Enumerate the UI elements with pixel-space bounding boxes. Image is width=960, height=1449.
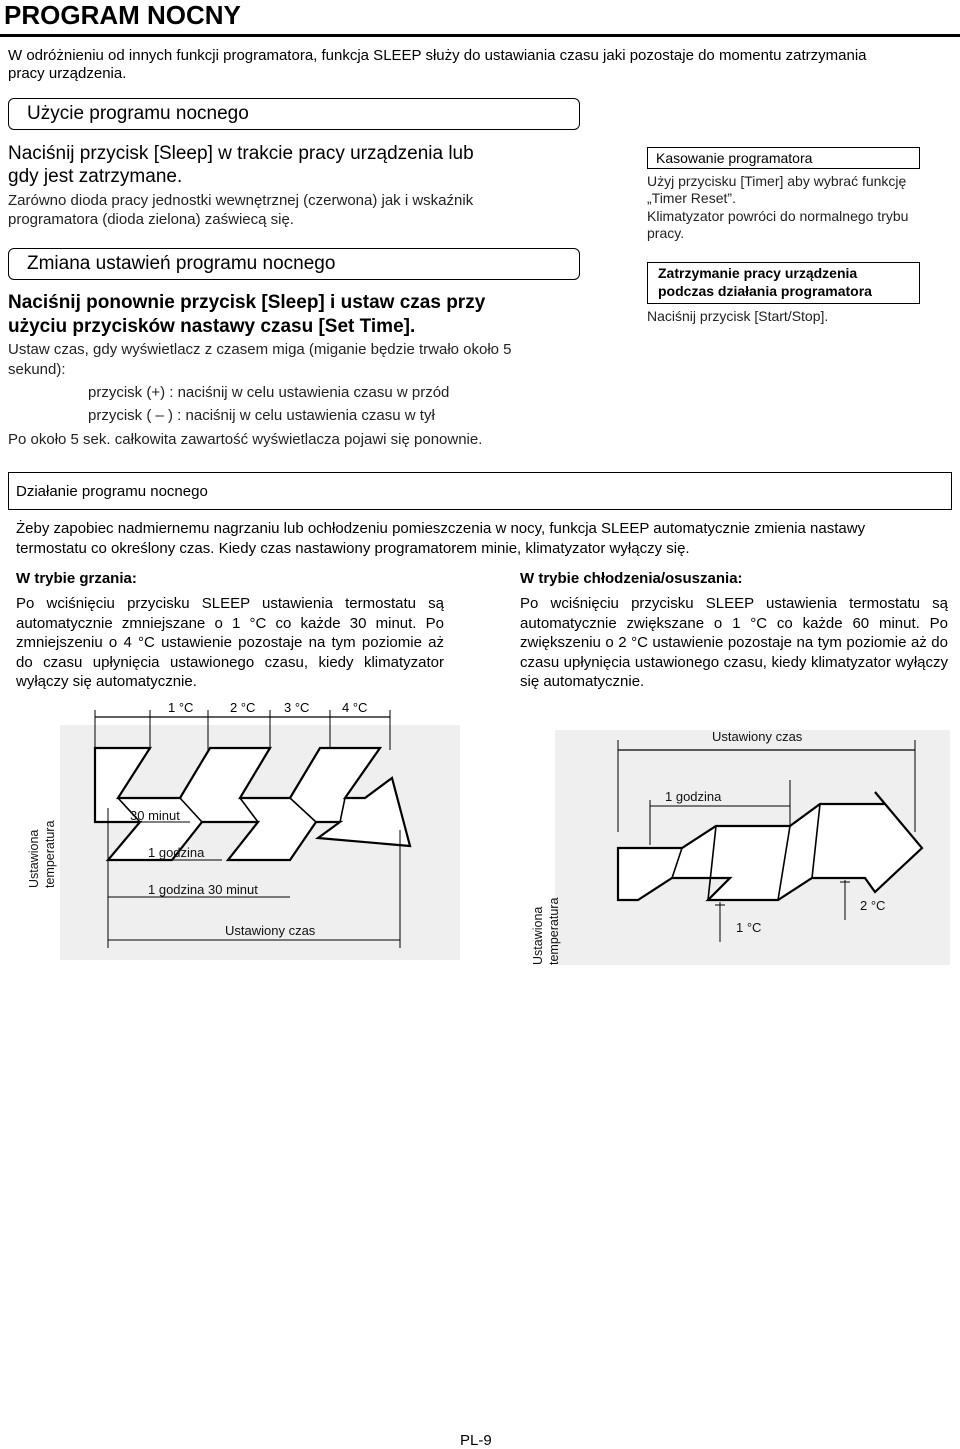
section-heading-change-label: Zmiana ustawień programu nocnego <box>27 253 336 274</box>
heating-diagram <box>0 690 470 970</box>
section-heading-operation <box>8 472 952 510</box>
section-heading-operation-label: Działanie programu nocnego <box>16 483 208 500</box>
intro-text: W odróżnieniu od innych funkcji programatora, funkcja SLEEP służy do ustawiania czasu jaki pozostaje do momentu zatrzymania pracy urządzenia. <box>8 47 867 82</box>
heat-temp-label-2: 3 °C <box>284 700 310 715</box>
cool-hour-label: 1 godzina <box>665 789 722 804</box>
page-number: PL-9 <box>460 1432 492 1449</box>
heat-time-label-3: Ustawiony czas <box>225 923 316 938</box>
cool-temp-label-1: 2 °C <box>860 898 886 913</box>
operation-text: Żeby zapobiec nadmiernemu nagrzaniu lub ochłodzeniu pomieszczenia w nocy, funkcja SLEEP automatycznie zmienia nastawy termostatu co określony czas. Kiedy czas nastawiony programatorem minie, klimatyzator wyłączy się. <box>16 520 866 557</box>
change-bold-line2: użyciu przycisków nastawy czasu [Set Time]. <box>8 316 416 337</box>
cancel-heading-box <box>647 147 920 169</box>
cool-text: Po wciśnięciu przycisku SLEEP ustawienia termostatu są automatycznie zwiększane o 1 °C co każde 60 minut. Po zwiększeniu o 2 °C ustawienie pozostaje na tym poziomie aż do czasu upłynięcia ustawionego czasu, kiedy klimatyzator wyłączy się automatycznie. <box>520 595 948 690</box>
stop-heading-line2: podczas działania programatora <box>658 283 872 299</box>
cancel-text1: Użyj przycisku [Timer] aby wybrać funkcję „Timer Reset”. <box>647 173 907 206</box>
cancel-heading-label: Kasowanie programatora <box>656 150 813 166</box>
usage-bold-line2: gdy jest zatrzymane. <box>8 166 183 187</box>
title-rule <box>0 34 960 37</box>
change-after-text: Po około 5 sek. całkowita zawartość wyświetlacza pojawi się ponownie. <box>8 431 483 448</box>
heat-heading: W trybie grzania: <box>16 570 137 587</box>
page-title: PROGRAM NOCNY <box>4 0 241 30</box>
usage-text: Zarówno dioda pracy jednostki wewnętrznej (czerwona) jak i wskaźnik programatora (dioda zielona) zaświecą się. <box>8 192 474 228</box>
stop-heading-box <box>647 262 920 304</box>
stop-heading-line1: Zatrzymanie pracy urządzenia <box>658 265 858 281</box>
change-minus-text: przycisk ( – ) : naciśnij w celu ustawienia czasu w tył <box>88 407 435 424</box>
heat-time-label-0: 30 minut <box>130 808 180 823</box>
change-bold-line1: Naciśnij ponownie przycisk [Sleep] i ustaw czas przy <box>8 292 486 313</box>
cool-axis-label-1: Ustawiona <box>531 906 545 965</box>
heat-text: Po wciśnięciu przycisku SLEEP ustawienia termostatu są automatycznie zmniejszane o 1 °C co każde 30 minut. Po zmniejszeniu o 4 °C ustawienie pozostaje na tym poziomie aż do czasu upłynięcia ustawionego czasu, kiedy klimatyzator wyłączy się automatycznie. <box>16 595 444 690</box>
heat-temp-label-1: 2 °C <box>230 700 256 715</box>
usage-bold-line1: Naciśnij przycisk [Sleep] w trakcie pracy urządzenia lub <box>8 143 474 164</box>
section-heading-usage <box>8 98 580 130</box>
change-plus-text: przycisk (+) : naciśnij w celu ustawienia czasu w przód <box>88 384 450 401</box>
section-heading-usage-label: Użycie programu nocnego <box>27 103 249 124</box>
cool-heading: W trybie chłodzenia/osuszania: <box>520 570 743 587</box>
cancel-text2: Klimatyzator powróci do normalnego trybu pracy. <box>647 208 909 241</box>
change-text: Ustaw czas, gdy wyświetlacz z czasem miga (miganie będzie trwało około 5 sekund): <box>8 341 512 378</box>
heat-temp-label-0: 1 °C <box>168 700 194 715</box>
cool-set-time-label: Ustawiony czas <box>712 729 803 744</box>
heat-temp-label-3: 4 °C <box>342 700 368 715</box>
heat-time-label-1: 1 godzina <box>148 845 205 860</box>
cool-axis-label-2: temperatura <box>547 897 561 965</box>
section-heading-change <box>8 248 580 280</box>
cooling-diagram <box>520 720 955 970</box>
heat-time-label-2: 1 godzina 30 minut <box>148 882 258 897</box>
cool-temp-label-0: 1 °C <box>736 920 762 935</box>
heat-axis-label-1: Ustawiona <box>27 829 41 888</box>
heat-axis-label-2: temperatura <box>43 820 57 888</box>
stop-text: Naciśnij przycisk [Start/Stop]. <box>647 308 829 324</box>
